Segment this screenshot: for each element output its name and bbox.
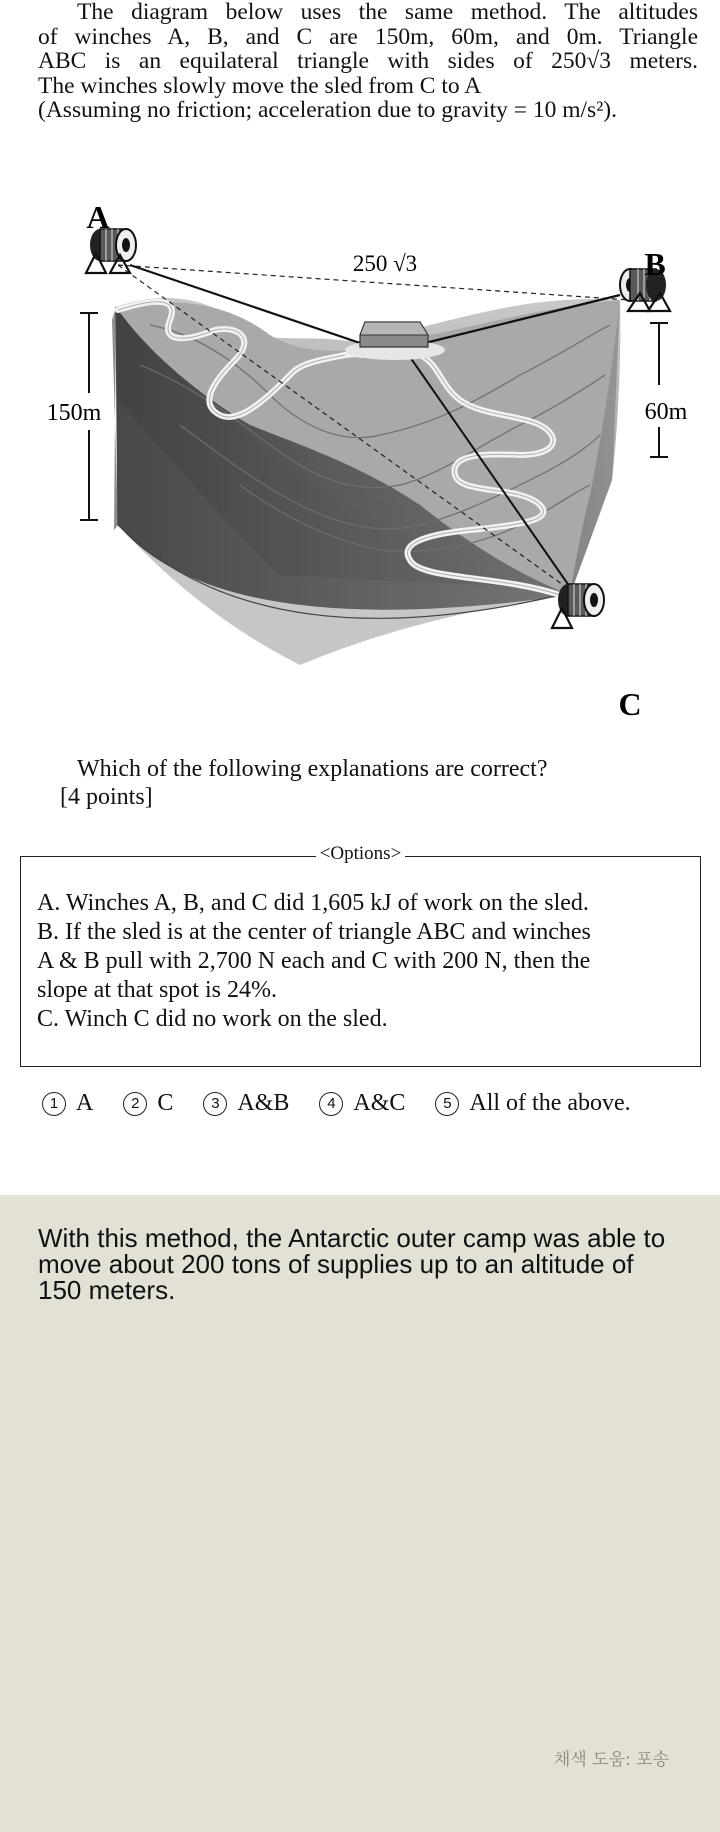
question-points: [4 points] (60, 784, 153, 810)
question-text: Which of the following explanations are correct? (77, 756, 548, 782)
intro-line: The diagram below uses the same method. The altitudes (77, 0, 698, 25)
intro-line: of winches A, B, and C are 150m, 60m, and 0m. Triangle (38, 23, 698, 50)
coloring-credit: 채색 도움: 포송 (553, 1750, 669, 1770)
height-label-b: 60m (644, 399, 688, 425)
option-line: A. Winches A, B, and C did 1,605 kJ of work on the sled. (37, 890, 589, 916)
caption-text: With this method, the Antarctic outer camp was able to move about 200 tons of supplies up to an altitude of 150 meters. (38, 1223, 666, 1305)
label-b: B (644, 246, 666, 282)
circled-number-2: 2 (123, 1092, 147, 1116)
option-line: slope at that spot is 24%. (37, 977, 277, 1003)
label-c: C (618, 686, 642, 722)
answer-choices (42, 1090, 655, 1117)
answer-choice-1[interactable]: 1 A (42, 1090, 93, 1117)
problem-intro (38, 0, 698, 123)
winch-a-icon (86, 229, 136, 273)
options-title: <Options> (21, 843, 700, 865)
circled-number-1: 1 (42, 1092, 66, 1116)
height-label-a: 150m (46, 400, 102, 426)
caption-panel (0, 1195, 720, 1832)
height-indicator-b (650, 323, 668, 457)
intro-line: ABC is an equilateral triangle with sides of 250√3 meters. (38, 48, 698, 74)
side-length-label: 250 √3 (352, 251, 418, 276)
options-list (37, 889, 687, 1034)
answer-choice-3[interactable]: 3 A&B (203, 1090, 289, 1117)
options-box (20, 843, 701, 1067)
option-line: C. Winch C did no work on the sled. (37, 1006, 388, 1032)
intro-line: The winches slowly move the sled from C to A (38, 72, 482, 99)
circled-number-3: 3 (203, 1092, 227, 1116)
option-line: A & B pull with 2,700 N each and C with 200 N, then the (37, 948, 591, 974)
answer-choice-5[interactable]: 5 All of the above. (435, 1090, 630, 1117)
circled-number-4: 4 (319, 1092, 343, 1116)
label-a: A (86, 199, 110, 235)
intro-line: (Assuming no friction; acceleration due to gravity = 10 m/s²). (38, 97, 617, 123)
terrain-diagram (0, 195, 720, 740)
answer-choice-2[interactable]: 2 C (123, 1090, 173, 1117)
option-line: B. If the sled is at the center of triangle ABC and winches (37, 919, 591, 945)
answer-choice-4[interactable]: 4 A&C (319, 1090, 405, 1117)
circled-number-5: 5 (435, 1092, 459, 1116)
question (60, 755, 547, 811)
